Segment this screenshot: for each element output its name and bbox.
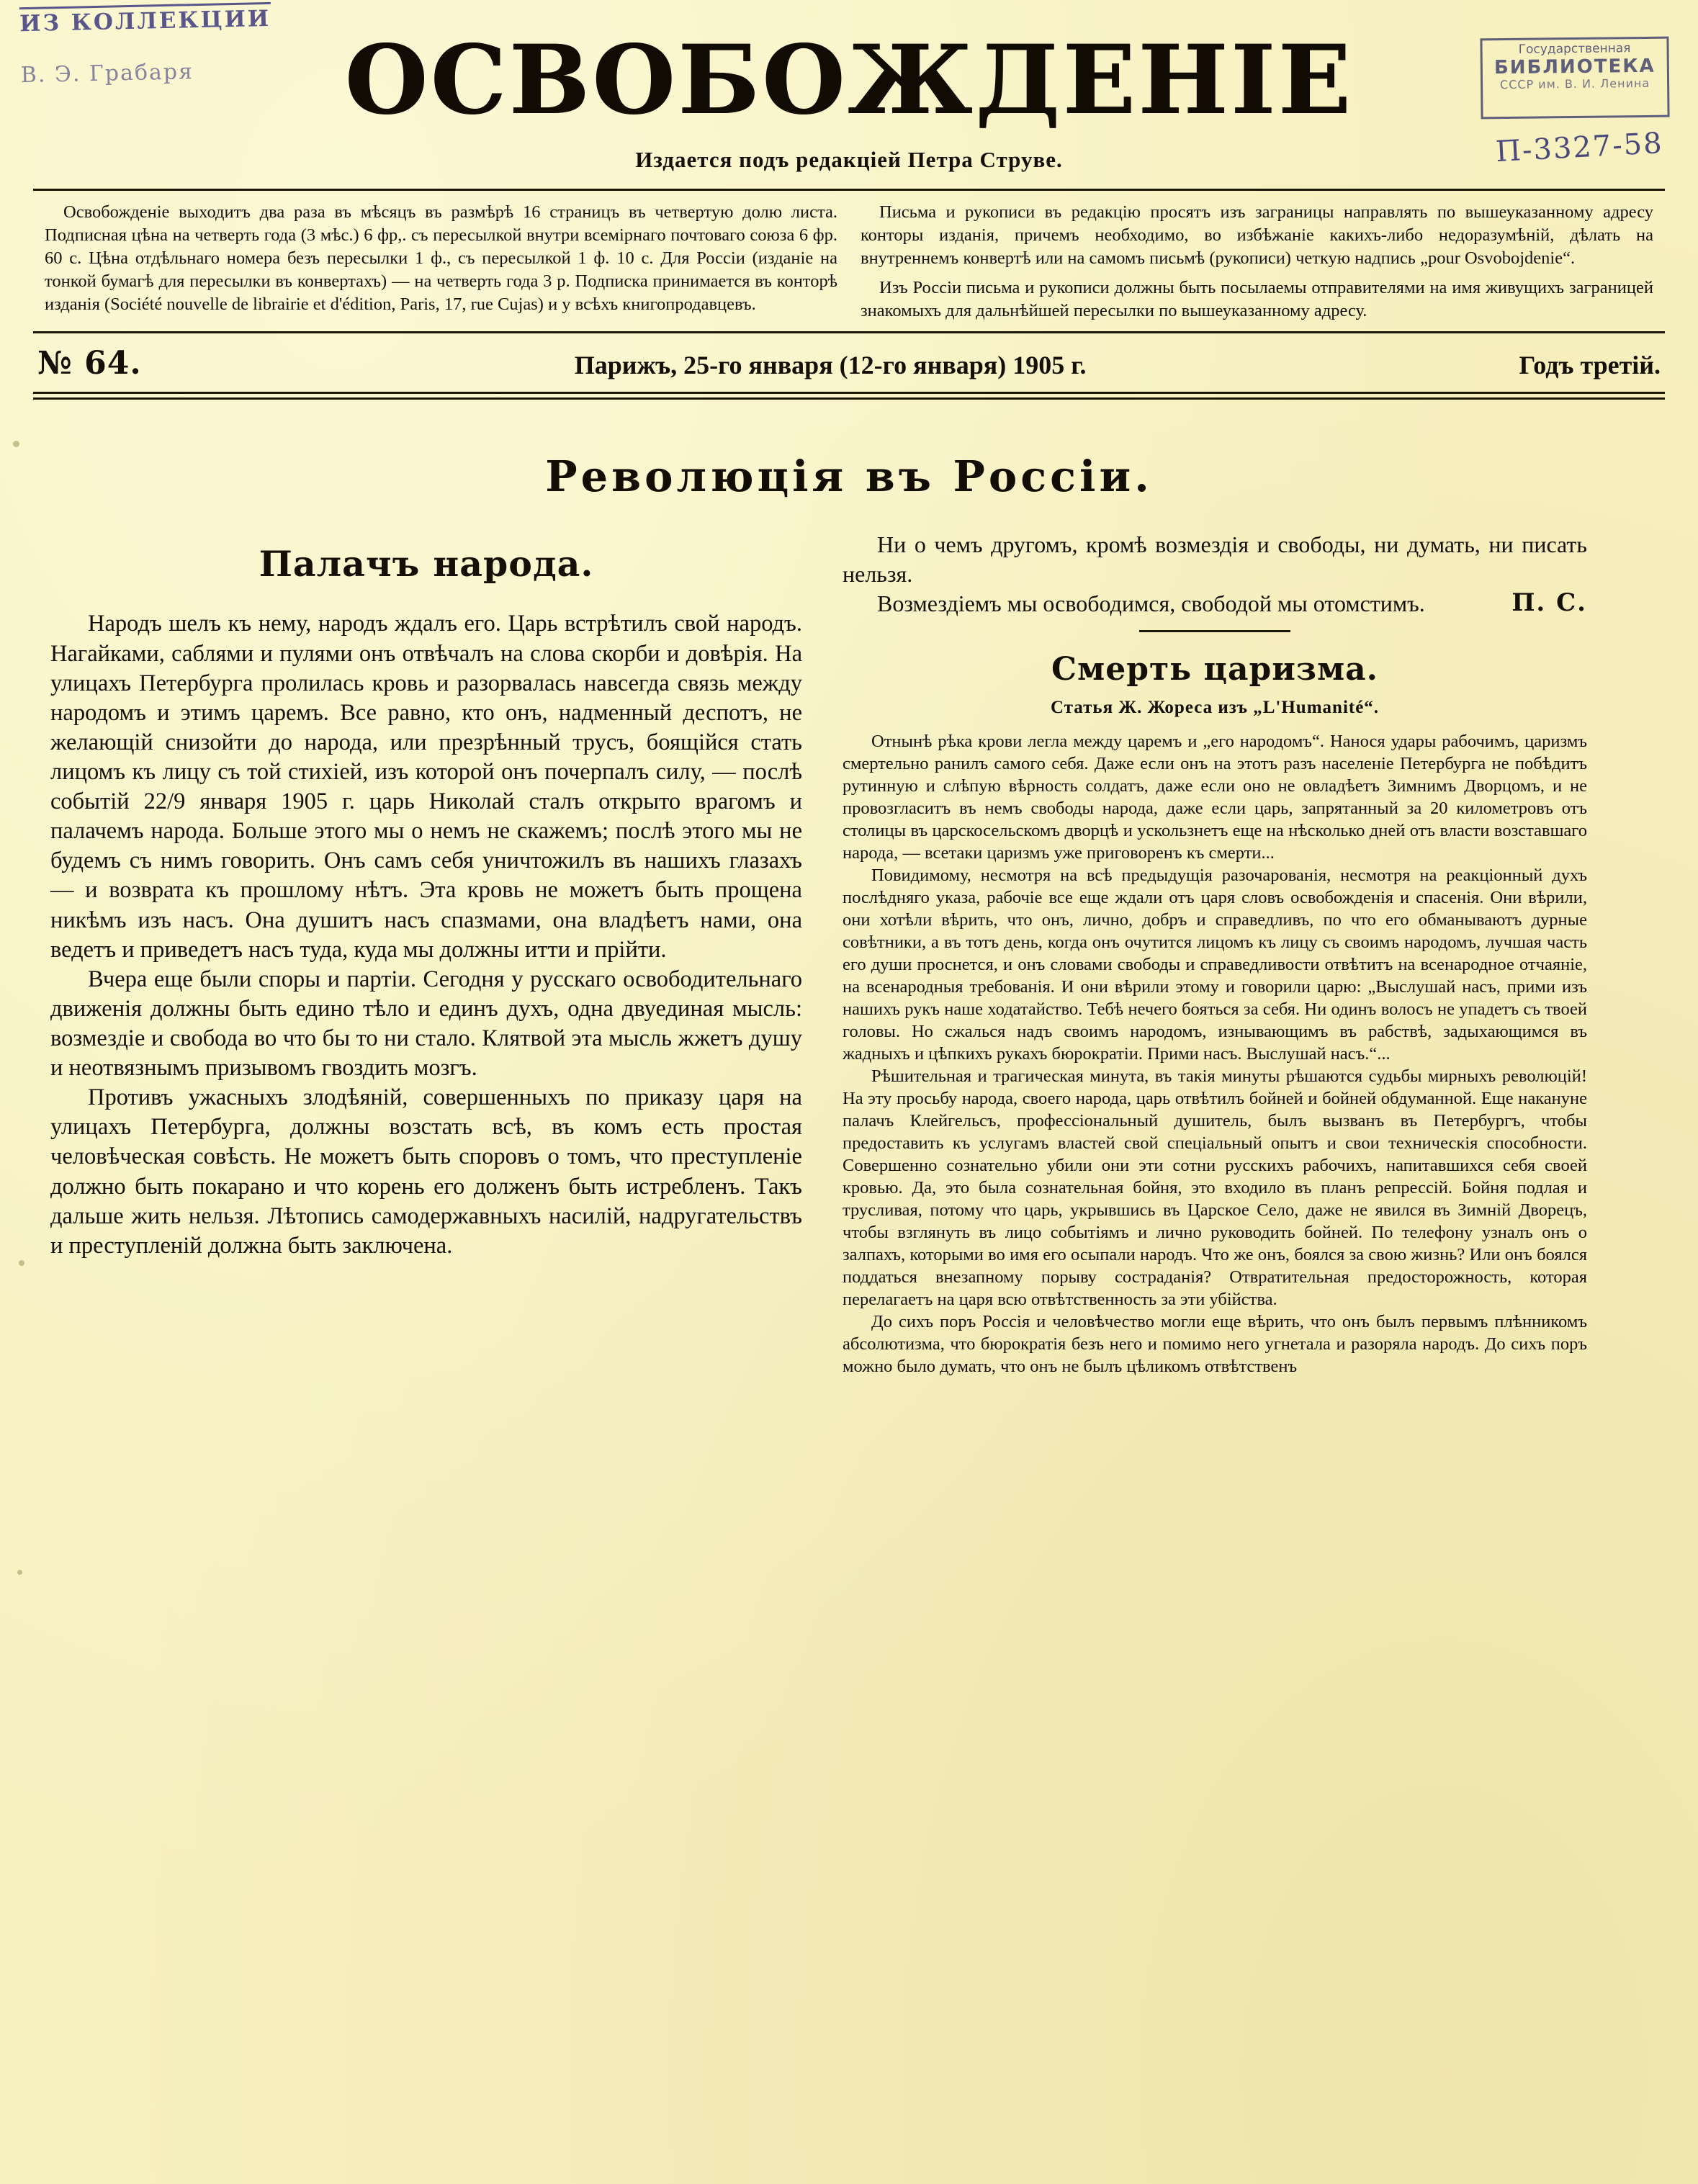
editor-line: Издается подъ редакціей Петра Струве. <box>635 147 1063 172</box>
paper-speck <box>19 1260 24 1266</box>
collection-stamp-line2: В. Э. Грабаря <box>20 59 194 89</box>
notice-right-paragraph-2: Изъ Россіи письма и рукописи должны быть посылаемы отправителями на имя живущихъ заграницей знакомыхъ для дальнѣйшей пересылки по вышеуказанному адресу. <box>861 278 1653 321</box>
paragraph: Ни о чемъ другомъ, кромѣ возмездія и свободы, ни думать, ни писать нельзя. <box>843 531 1587 588</box>
issue-year: Годъ третій. <box>1519 351 1661 380</box>
notice-right-paragraph-1: Письма и рукописи въ редакцію просятъ изъ заграницы направлять по вышеуказанному адресу конторы изданія, причемъ необходимо, во избѣжаніе какихъ-либо недоразумѣній, дѣлать на внутреннемъ конвертѣ или на самомъ письмѣ (рукописи) четкую надпись „pour Osvobojdenie“. <box>861 202 1653 269</box>
notice-column-left <box>33 201 849 323</box>
paragraph: Повидимому, несмотря на всѣ предыдущія разочарованія, несмотря на реакціонный духъ послѣдняго указа, рабочіе все еще ждали отъ царя словъ освобожденія и спасенія. Они вѣрили, они хотѣли вѣрить, что онъ, лично, добръ и справедливъ, по что его обманываютъ дурные совѣтники, а въ тотъ день, когда онъ очутится лицомъ къ лицу съ своимъ народомъ, лучшая часть его души проснется, и онъ словами свободы и справедливости отвѣтитъ на всенародное отчаяніе, на всенародныя требованія. И они вѣрили этому и говорили царю: „Выслушай насъ, прими изъ нашихъ рукъ наше ходатайство. Тебѣ нечего бояться за себя. Ни одинъ волосъ не упадетъ съ твоей головы. Но сжалься надъ своимъ народомъ, изнывающимъ въ рабствѣ, задыхающимся въ жадныхъ и цѣпкихъ рукахъ бюрократіи. Прими насъ. Выслушай насъ.“... <box>843 866 1587 1064</box>
paragraph: Возмездіемъ мы освободимся, свободой мы отомстимъ. <box>877 590 1425 617</box>
paper-speck <box>17 1570 22 1575</box>
collection-stamp-line1: ИЗ КОЛЛЕКЦИИ <box>19 2 271 37</box>
paragraph: Вчера еще были споры и партіи. Сегодня у русскаго освободительнаго движенія должны быть едино тѣло и единъ духъ, одна двуединая мысль: возмездіе и свобода во что бы то ни стало. Клятвой эта мысль жжетъ душу и неотвязнымъ призывомъ гвоздить мозгъ. <box>50 966 802 1082</box>
library-stamp-line2: БИБЛИОТЕКА <box>1493 55 1656 78</box>
paragraph: До сихъ поръ Россія и человѣчество могли еще вѣрить, что онъ былъ первымъ плѣнникомъ абсолютизма, что бюрократія безъ него и помимо него угнетала и разоряла народъ. До сихъ поръ можно было думать, что онъ не былъ цѣликомъ отвѣтственъ <box>843 1311 1587 1376</box>
article-title-smert: Смерть царизма. <box>1051 651 1378 688</box>
column-left <box>33 530 818 1378</box>
issue-date: Парижъ, 25-го января (12-го января) 1905 г. <box>574 351 1087 380</box>
notice-left-paragraph: Освобожденіе выходитъ два раза въ мѣсяцъ въ размѣрѣ 16 страницъ въ четвертую долю листа. Подписная цѣна на четверть года (3 мѣс.) 6 фр,. съ пересылкой внутри всемірнаго почтоваго союза 6 фр. 60 с. Цѣна отдѣльнаго номера безъ пересылки 1 ф., съ пересылкой 1 ф. 10 с. Для Россіи (изданіе на тонкой бумагѣ для пересылки въ конвертахъ) — на четверть года 3 р. Подписка принимается въ конторѣ изданія (Société nouvelle de librairie et d'édition, Paris, 17, rue Cujas) и у всѣхъ книгопродавцевъ. <box>45 202 837 315</box>
paragraph: Противъ ужасныхъ злодѣяній, совершенныхъ по приказу царя на улицахъ Петербурга, должны возстать всѣ, въ комъ есть простая человѣческая совѣсть. Не можетъ быть споровъ о томъ, что преступленіе должно быть покарано и что корень его долженъ быть истребленъ. Такъ дальше жить нельзя. Лѣтопись самодержавныхъ насилій, надругательствъ и преступленій должна быть заключена. <box>50 1084 802 1259</box>
page-title: Революція въ Россіи. <box>545 451 1153 502</box>
paragraph: Народъ шелъ къ нему, народъ ждалъ его. Царь встрѣтилъ свой народъ. Нагайками, саблями и пулями онъ отвѣчалъ на слова скорби и довѣрія. На улицахъ Петербурга пролилась кровь и разорвалась навсегда связь между народомъ и этимъ царемъ. Все равно, кто онъ, надменный деспотъ, не желающій снизойти до народа, или презрѣнный трусъ, боящійся стать лицомъ къ лицу съ той стихіей, изъ которой онъ почерпалъ силу, — послѣ событій 22/9 января 1905 г. царь Николай сталъ открыто врагомъ и палачемъ народа. Больше этого мы о немъ не скажемъ; послѣ этого мы не будемъ съ нимъ говорить. Онъ самъ себя уничтожилъ въ нашихъ глазахъ — и возврата къ прошлому нѣтъ. Эта кровь не можетъ быть прощена никѣмъ изъ насъ. Она душитъ насъ спазмами, она владѣетъ нами, она ведетъ и приведетъ насъ туда, куда мы должны итти и прійти. <box>50 611 802 963</box>
newspaper-title: ОСВОБОЖДЕНIЕ <box>344 24 1354 136</box>
rule-below-issue <box>33 392 1665 400</box>
article-subtitle-smert: Статья Ж. Жореса изъ „L'Humanité“. <box>1050 698 1380 718</box>
paragraph: Отнынѣ рѣка крови легла между царемъ и „его народомъ“. Нанося удары рабочимъ, царизмъ смертельно ранилъ самого себя. Даже если онъ на этотъ разъ населеніе Петербурга не побѣдитъ рутинную и слѣпую вѣрность солдатъ, даже если оно не овладѣетъ Зимнимъ Дворцомъ, и не провозгласитъ въ немъ свободы народа, даже если царь, запрятанный за 20 километровъ отъ столицы въ царскосельскомъ дворцѣ и ускользнетъ еще на нѣсколько дней отъ власти возставшаго народа, — всетаки царизмъ уже приговоренъ къ смерти... <box>843 732 1587 863</box>
paragraph: Рѣшительная и трагическая минута, въ такія минуты рѣшаются судьбы мирныхъ революцій! На эту просьбу народа, своего народа, царь отвѣтилъ бойней и бойней обдуманной. Еще накануне палачъ Клейгельсъ, профессіональный душитель, былъ вызванъ въ Петербургъ, чтобы предоставить къ услугамъ властей свой спеціальный опытъ и свои техническія способности. Совершенно сознательно убили они эти сотни русскихъ рабочихъ, напитавшихся себя своей кровью. Да, это была сознательная бойня, это входило въ планъ репрессій. Бойня подлая и трусливая, потому что царь, укрывшись въ Царское Село, даже не явился въ Зимній Дворецъ, чтобы взглянуть въ лицо событіямъ и лично руководить бойней. По телефону узналъ онъ о залпахъ, которыми во имя его осыпали народъ. Что же онъ, боялся за свою жизнь? Или онъ боялся поддаться внезапному порыву состраданія? Отвратительная предосторожность, которая перелагаетъ на царя всю отвѣтственность за эти убійства. <box>843 1066 1587 1309</box>
library-stamp <box>1480 37 1669 120</box>
body-columns <box>33 530 1665 1378</box>
article-body-palach <box>50 609 802 1260</box>
collection-stamp <box>19 1 309 88</box>
column-right <box>818 530 1603 1378</box>
article-title-palach: Палачъ народа. <box>259 543 594 585</box>
shelfmark-annotation: П-3327-58 <box>1495 126 1665 169</box>
article-signature: П. С. <box>1511 588 1587 618</box>
notice-column-right <box>849 201 1665 323</box>
subscription-notice <box>33 191 1665 331</box>
issue-line <box>33 333 1665 392</box>
library-stamp-line3: СССР им. В. И. Ленина <box>1499 76 1650 92</box>
section-separator <box>1139 630 1290 632</box>
issue-number: № 64. <box>37 345 142 382</box>
library-stamp-line1: Государственная <box>1518 41 1631 57</box>
paper-speck <box>13 441 19 447</box>
article-body-smert <box>843 731 1587 1378</box>
